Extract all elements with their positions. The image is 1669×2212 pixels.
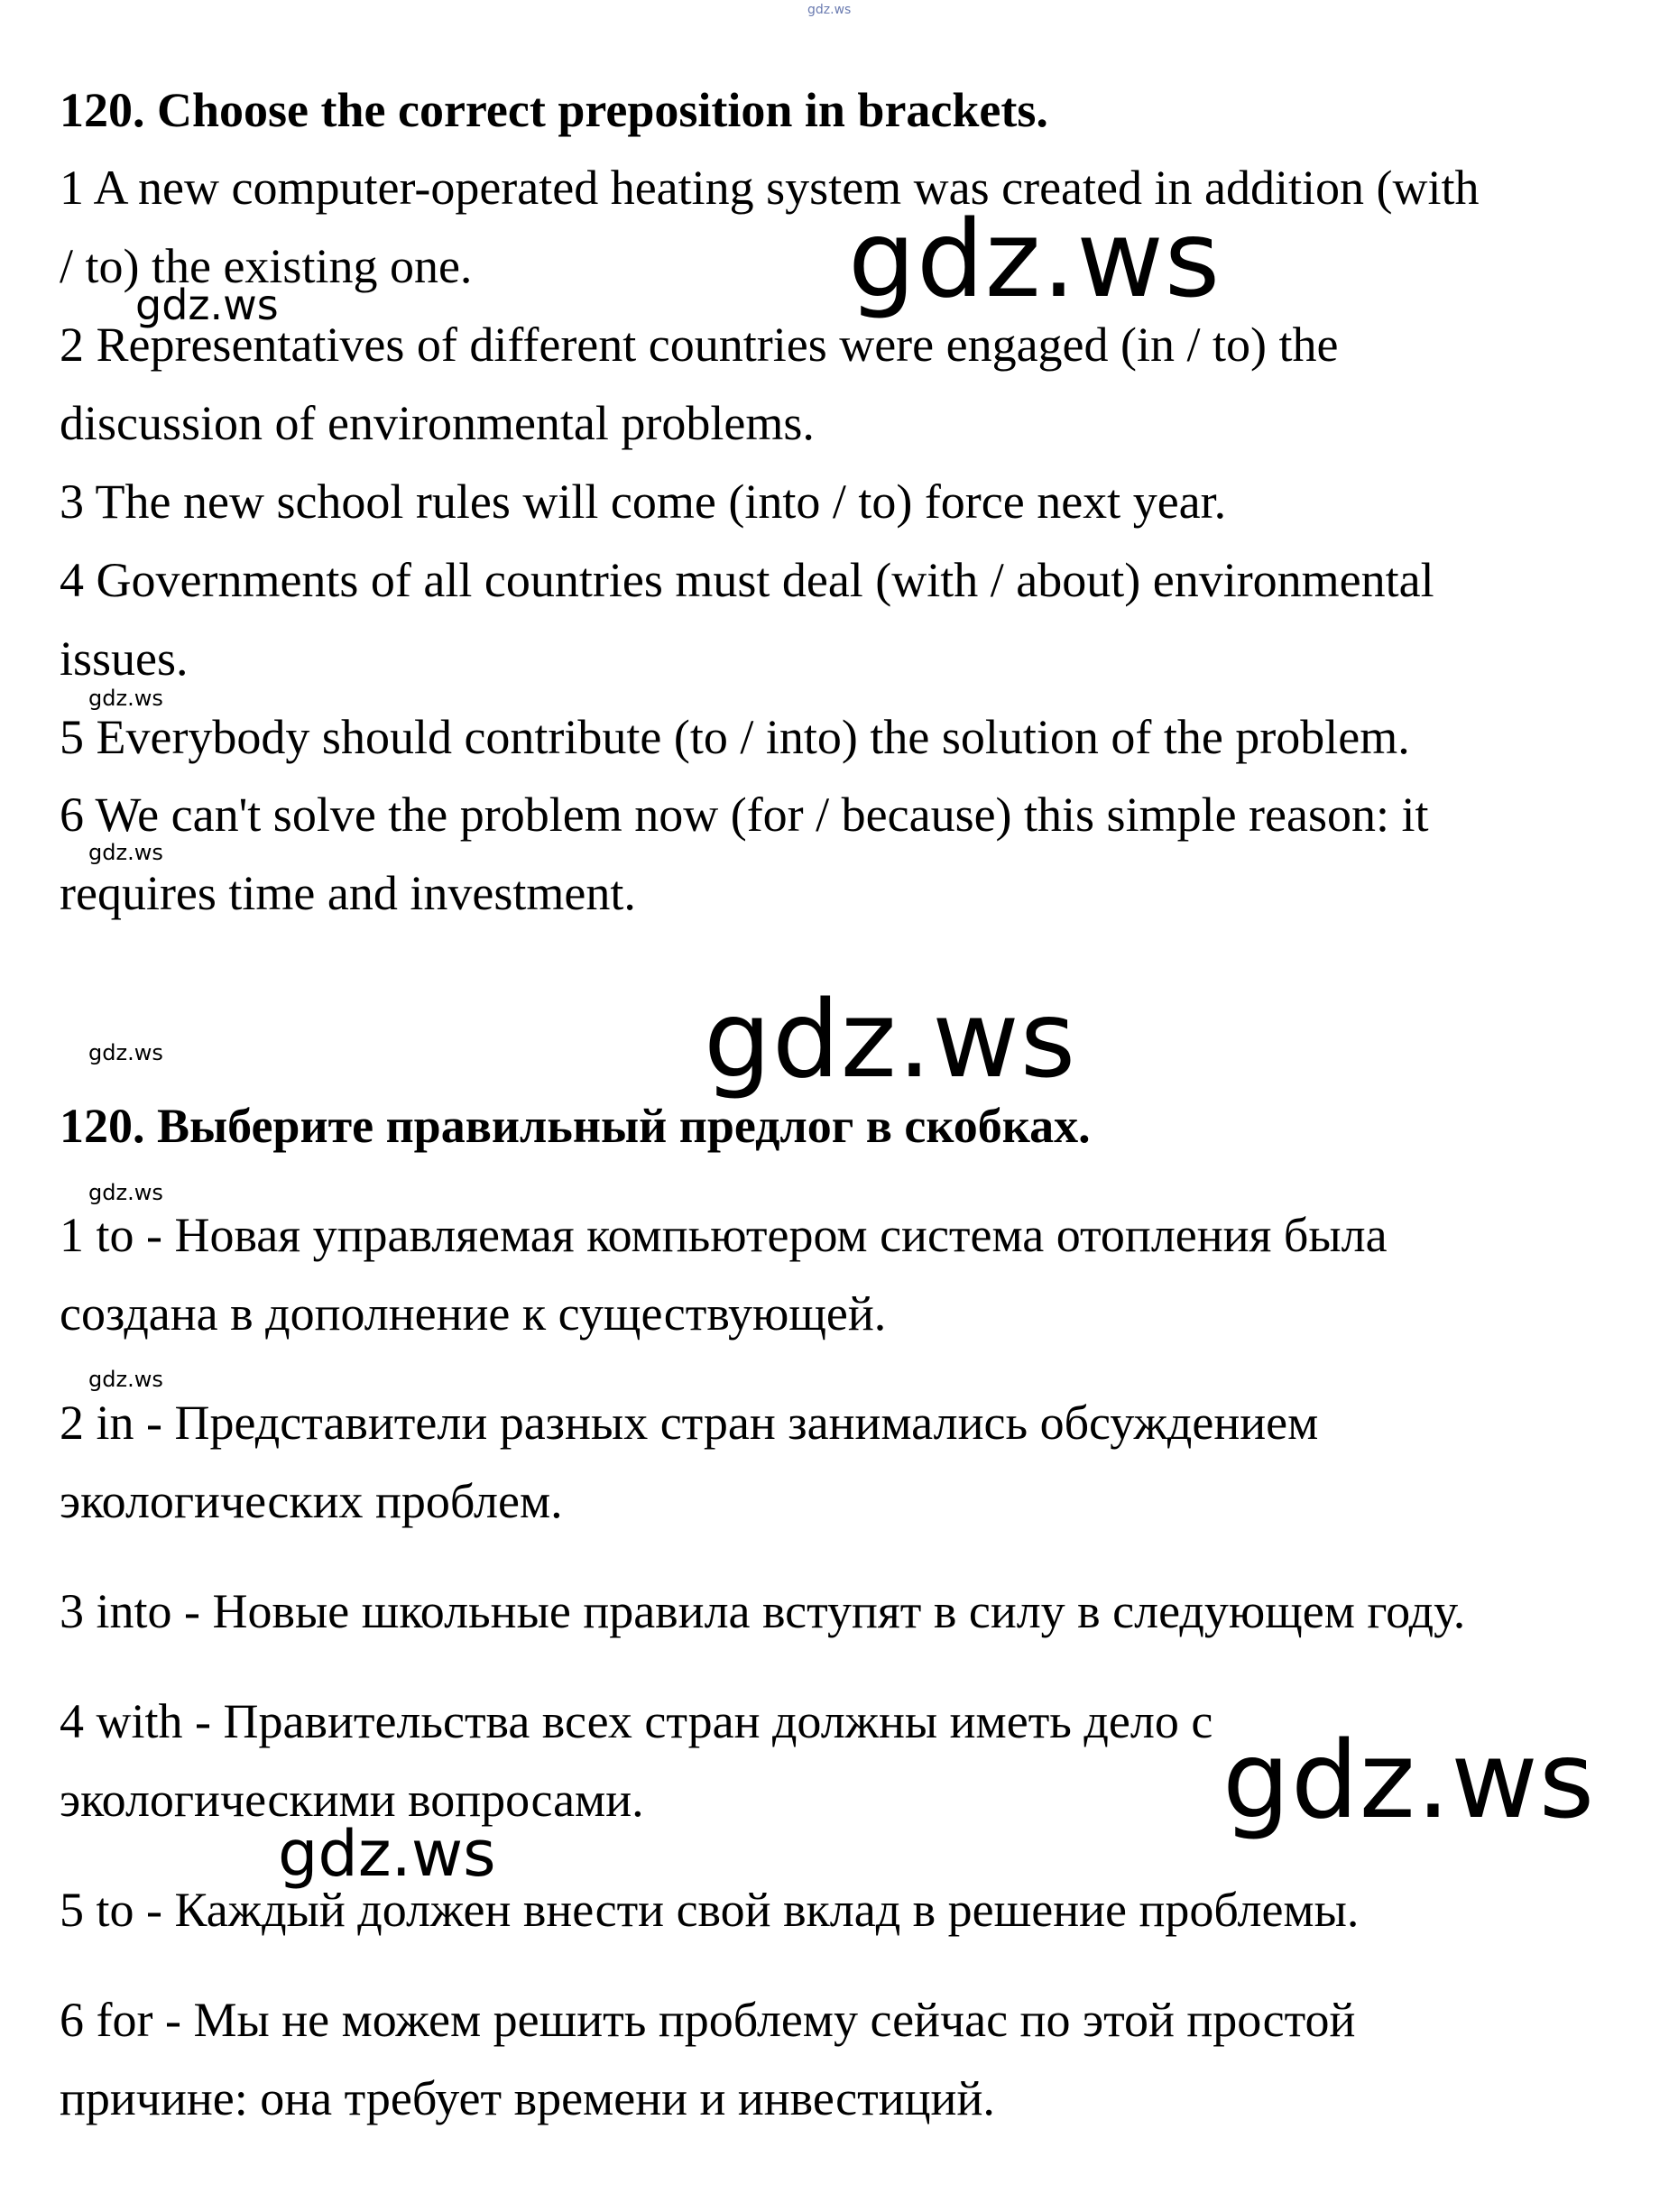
watermark-large-1: gdz.ws: [848, 197, 1222, 321]
russian-line-1: 1 to - Новая управляемая компьютером система отопления была: [60, 1208, 1388, 1262]
english-line-2: / to) the existing one.: [60, 239, 473, 293]
english-line-3: 2 Representatives of different countries were engaged (in / to) the: [60, 318, 1339, 372]
russian-line-2: создана в дополнение к существующей.: [60, 1286, 887, 1341]
english-line-8: 5 Everybody should contribute (to / into) the solution of the problem.: [60, 710, 1410, 764]
watermark-top: gdz.ws: [807, 3, 852, 17]
watermark-large-3: gdz.ws: [1222, 1718, 1596, 1842]
watermark-small-5: gdz.ws: [88, 1367, 163, 1392]
watermark-small-1: gdz.ws: [88, 686, 163, 711]
russian-line-7: экологическими вопросами.: [60, 1773, 644, 1827]
watermark-large-2: gdz.ws: [704, 977, 1077, 1101]
russian-heading: 120. Выберите правильный предлог в скобках.: [60, 1099, 1091, 1153]
russian-line-3: 2 in - Представители разных стран занимались обсуждением: [60, 1396, 1319, 1450]
russian-line-10: причине: она требует времени и инвестиций.: [60, 2071, 995, 2125]
english-line-10: requires time and investment.: [60, 866, 636, 920]
russian-line-8: 5 to - Каждый должен внести свой вклад в решение проблемы.: [60, 1883, 1360, 1937]
english-line-4: discussion of environmental problems.: [60, 396, 815, 450]
english-line-7: issues.: [60, 631, 189, 686]
russian-line-5: 3 into - Новые школьные правила вступят в силу в следующем году.: [60, 1584, 1466, 1638]
english-heading: 120. Choose the correct preposition in brackets.: [60, 83, 1048, 137]
watermark-small-3: gdz.ws: [88, 1040, 163, 1065]
watermark-small-4: gdz.ws: [88, 1180, 163, 1205]
russian-line-9: 6 for - Мы не можем решить проблему сейчас по этой простой: [60, 1993, 1356, 2047]
watermark-medium-1: gdz.ws: [135, 281, 279, 329]
english-line-9: 6 We can't solve the problem now (for / because) this simple reason: it: [60, 788, 1429, 842]
english-line-5: 3 The new school rules will come (into / to) force next year.: [60, 475, 1227, 529]
english-line-6: 4 Governments of all countries must deal (with / about) environmental: [60, 553, 1434, 607]
russian-line-6: 4 with - Правительства всех стран должны иметь дело с: [60, 1694, 1213, 1748]
watermark-medium-2: gdz.ws: [278, 1817, 496, 1891]
watermark-small-2: gdz.ws: [88, 840, 163, 865]
russian-line-4: экологических проблем.: [60, 1474, 563, 1528]
english-line-1: 1 A new computer-operated heating system was created in addition (with: [60, 161, 1480, 215]
